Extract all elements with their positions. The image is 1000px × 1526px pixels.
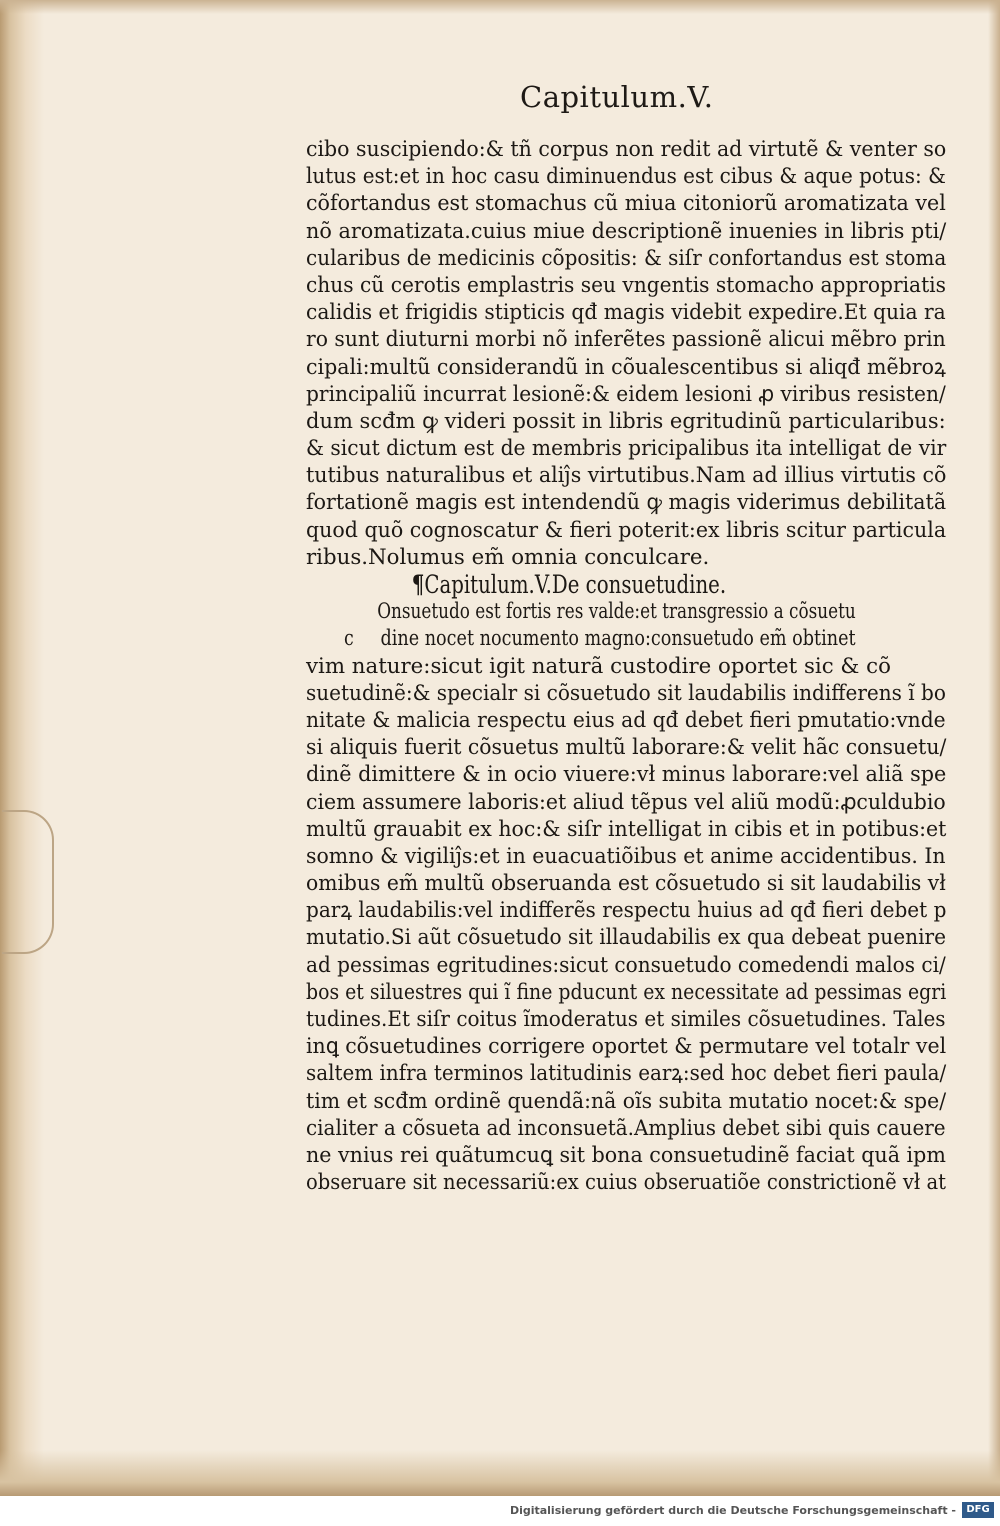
text-line-indented (306, 625, 856, 652)
text-line: inꝗ cõsuetudines corrigere oportet & permutare vel totalr vel (306, 1034, 947, 1060)
text-line: vim nature:sicut igit naturã custodire oportet sic & cõ (306, 653, 891, 679)
text-line-content: dine nocet nocumento magno:consuetudo em̃ obtinet (380, 626, 856, 652)
text-line: cibo suscipiendo:& tñ corpus non redit ad virtutẽ & venter so (306, 137, 947, 162)
text-line: tudines.Et siſr coitus ĩmoderatus et similes cõsuetudines. Tales (306, 1007, 946, 1032)
text-block (306, 136, 946, 1196)
text-line: suetudinẽ:& specialr si cõsuetudo sit laudabilis indifferens ĩ bo (306, 680, 946, 706)
text-line: ciem assumere laboris:et aliud tẽpus vel aliũ modũ:ꝓculdubio (306, 789, 946, 815)
text-line: tim et scđm ordinẽ quendã:nã oĩs subita mutatio nocet:& spe/ (306, 1088, 947, 1114)
text-line-indented (306, 598, 856, 625)
text-line: mutatio.Si aũt cõsuetudo sit illaudabilis ex qua debeat puenire (306, 925, 947, 951)
dfg-logo: DFG (962, 1502, 994, 1518)
text-line: nitate & malicia respectu eius ad qđ debet fieri pmutatio:vnde (306, 707, 946, 733)
text-line: ad pessimas egritudines:sicut consuetudo comedendi malos ci/ (306, 952, 946, 978)
page-left-edge (0, 0, 44, 1496)
text-line: saltem infra terminos latitudinis earꝝ:sed hoc debet fieri paula/ (306, 1061, 947, 1087)
text-line: omibus em̃ multũ obseruanda est cõsuetudo si sit laudabilis vł (306, 871, 946, 897)
text-line: nõ aromatizata.cuius miue descriptionẽ inuenies in libris pti/ (306, 218, 947, 244)
text-line: lutus est:et in hoc casu diminuendus est cibus & aque potus: & (306, 164, 946, 190)
text-line: bos et siluestres qui ĩ fine pducunt ex necessitate ad pessimas egri (306, 979, 947, 1005)
text-line: si aliquis fuerit cõsuetus multũ laborare:& velit hãc consuetu/ (306, 735, 947, 761)
running-head: Capitulum.V. (520, 80, 714, 114)
text-line: fortationẽ magis est intendendũ ꝙ magis viderimus debilitatã (306, 490, 947, 516)
text-line: somno & vigiliĵs:et in euacuatiõibus et anime accidentibus. In (306, 843, 946, 869)
text-line: cularibus de medicinis cõpositis: & siſr confortandus est stoma (306, 245, 947, 271)
page-right-shadow (988, 0, 1000, 1496)
footer-bar (0, 1496, 1000, 1526)
pilcrow-mark: ¶ (411, 570, 425, 599)
text-line: dinẽ dimittere & in ocio viuere:vł minus laborare:vel aliã spe (306, 762, 947, 788)
page-bottom-shadow (0, 1450, 1000, 1496)
text-line: quod quõ cognoscatur & fieri poterit:ex libris scitur particula (306, 517, 947, 543)
funding-credit: Digitalisierung gefördert durch die Deutsche Forschungsgemeinschaft - (509, 1504, 956, 1517)
text-line: chus cũ cerotis emplastris seu vngentis stomacho appropriatis (306, 272, 946, 298)
text-line: dum scđm ꝙ videri possit in libris egritudinũ particularibus: (306, 408, 946, 434)
text-line: parꝝ laudabilis:vel indifferẽs respectu huius ad qđ fieri debet p (306, 898, 947, 924)
text-line: ribus.Nolumus em̃ omnia conculcare. (306, 544, 710, 570)
chapter-heading (306, 571, 811, 598)
text-line: tutibus naturalibus et aliĵs virtutibus.Nam ad illius virtutis cõ (306, 463, 947, 489)
drop-initial-guide-letter: c (344, 626, 354, 651)
page-top-shadow (0, 0, 1000, 14)
text-line: cialiter a cõsueta ad inconsuetã.Amplius debet sibi quis cauere (306, 1115, 946, 1141)
chapter-heading-text: Capitulum.V.De consuetudine. (424, 570, 727, 599)
text-line: ne vnius rei quãtumcuꝗ sit bona consuetudinẽ faciat quã ipm (306, 1142, 946, 1168)
binding-clip (2, 810, 54, 954)
text-line: ro sunt diuturni morbi nõ inferẽtes passionẽ alicui mẽbro prin (306, 327, 946, 353)
text-line: & sicut dictum est de membris pricipalibus ita intelligat de vir (306, 436, 947, 462)
text-line: cõfortandus est stomachus cũ miua citoniorũ aromatizata vel (306, 191, 946, 217)
text-line: calidis et frigidis stipticis qđ magis videbit expedire.Et quia ra (306, 300, 946, 326)
text-line: principaliũ incurrat lesionẽ:& eidem lesioni ꝓ viribus resisten/ (306, 381, 946, 407)
text-line: obseruare sit necessariũ:ex cuius obseruatiõe constrictionẽ vł at (306, 1170, 946, 1196)
text-line: cipali:multũ considerandũ in cõualescentibus si aliqđ mẽbroꝝ (306, 354, 946, 380)
text-line: multũ grauabit ex hoc:& siſr intelligat in cibis et in potibus:et (306, 816, 947, 842)
text-line-content: Onsuetudo est fortis res valde:et transgressio a cõsuetu (377, 599, 856, 625)
